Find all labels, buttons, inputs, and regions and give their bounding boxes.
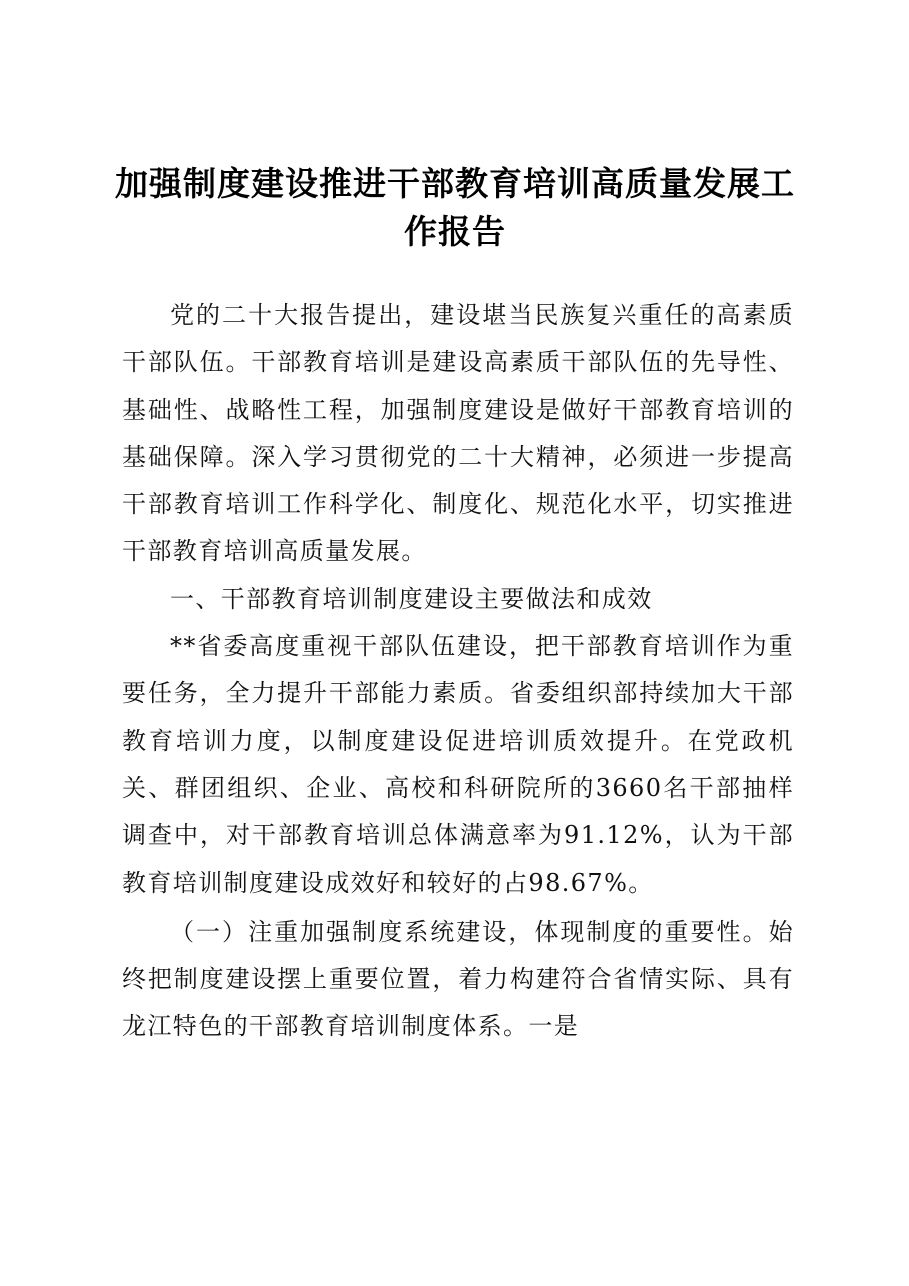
paragraph-achievements: **省委高度重视干部队伍建设，把干部教育培训作为重要任务，全力提升干部能力素质。省委组织部持续加大干部教育培训力度，以制度建设促进培训质效提升。在党政机关、群团组织、企业、高校和科研院所的3660名干部抽样调查中，对干部教育培训总体满意率为91.12%，认为干部教育培训制度建设成效好和较好的占98.67%。 (122, 632, 794, 897)
paragraph-intro: 党的二十大报告提出，建设堪当民族复兴重任的高素质干部队伍。干部教育培训是建设高素质干部队伍的先导性、基础性、战略性工程，加强制度建设是做好干部教育培训的基础保障。深入学习贯彻党的二十大精神，必须进一步提高干部教育培训工作科学化、制度化、规范化水平，切实推进干部教育培训高质量发展。 (122, 301, 794, 566)
document-body (122, 292, 794, 1051)
paragraph-subsection-1: （一）注重加强制度系统建设，体现制度的重要性。始终把制度建设摆上重要位置，着力构建符合省情实际、具有龙江特色的干部教育培训制度体系。一是 (122, 917, 794, 1041)
section-heading-1: 一、干部教育培训制度建设主要做法和成效 (170, 584, 653, 613)
document-title: 加强制度建设推进干部教育培训高质量发展工作报告 (115, 164, 795, 251)
